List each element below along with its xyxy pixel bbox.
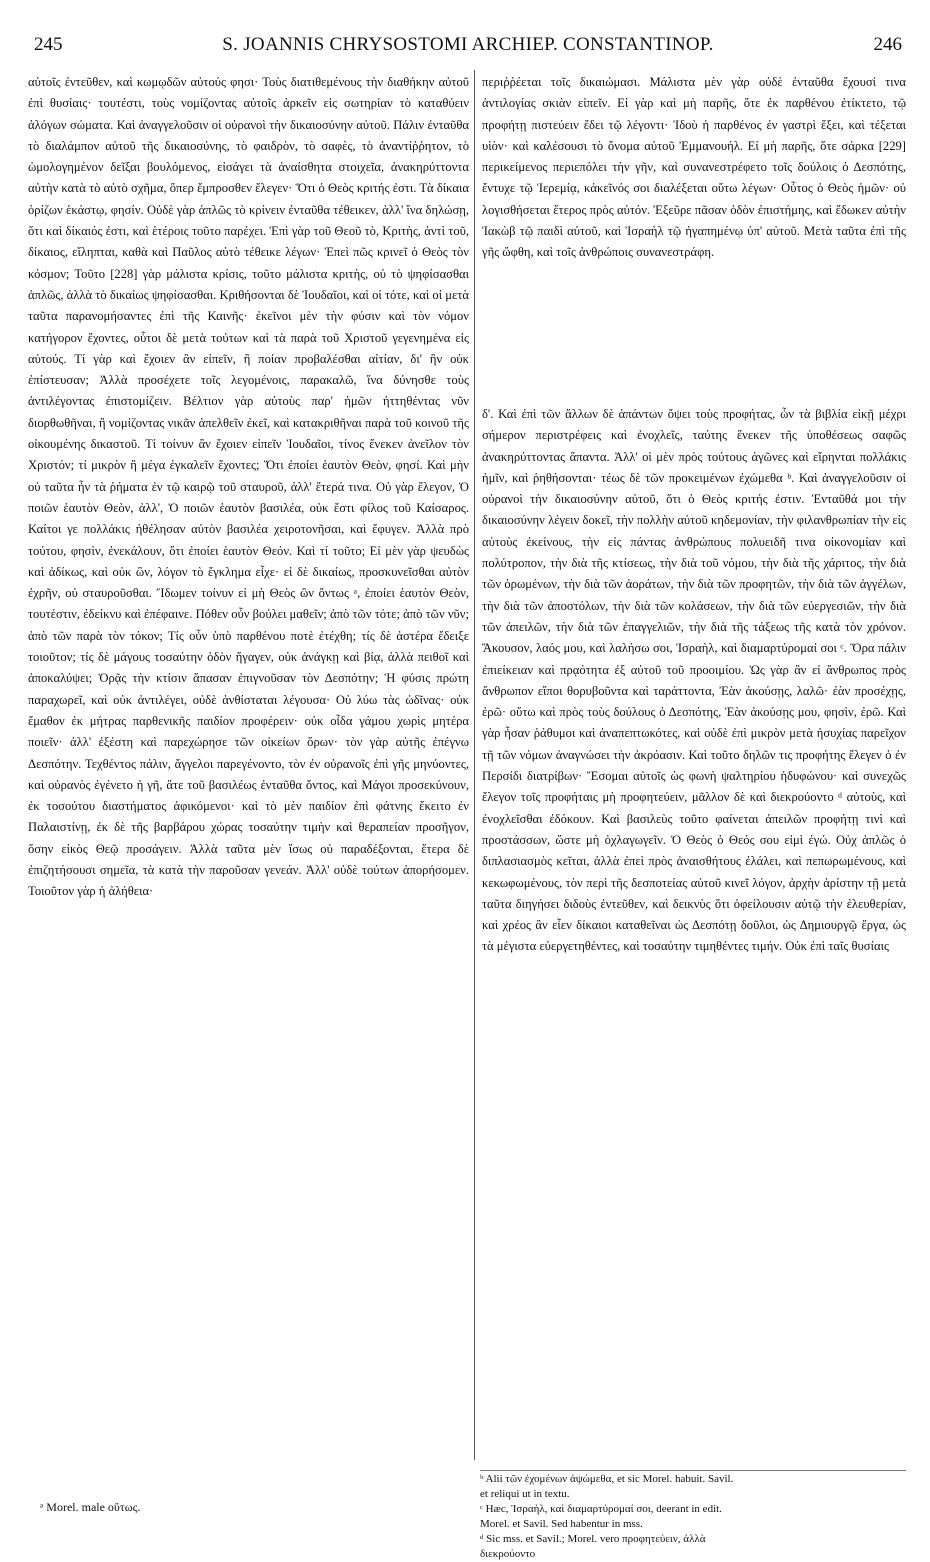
footnote-c-cont: Morel. et Savil. Sed habentur in mss. xyxy=(480,1518,643,1530)
page-header xyxy=(34,34,902,60)
running-title: S. JOANNIS CHRYSOSTOMI ARCHIEP. CONSTANTINOP. xyxy=(222,34,714,55)
footnote-d-cont: διεκρούοντο xyxy=(480,1548,536,1560)
footnote-d: ᵈ Sic mss. et Savil.; Morel. vero προφητεύειν, ἀλλὰ xyxy=(480,1533,706,1545)
footnote-rule xyxy=(480,1470,906,1471)
page-number-left: 245 xyxy=(34,34,63,55)
footnotes-right xyxy=(480,1472,906,1562)
left-column-text: αὐτοῖς ἐντεῦθεν, καὶ κωμῳδῶν αὐτούς φησι· Τοὺς διατιθεμένους τὴν διαθήκην αὐτοῦ ἐπὶ θυσίαις· τουτέστι, τοὺς νομίζοντας αὐτοῖς ἀρκεῖν εἰς σωτηρίαν τὸ καταθύειν ἀλόγων σώματα. Καὶ ἀναγγελοῦσιν οἱ οὐρανοὶ τὴν δικαιοσύνην αὐτοῦ. Πάλιν ἐνταῦθα τὸ διαλάμπον αὐτοῦ τῆς δικαιοσύνης, τὸ φαιδρὸν, τὸ σαφὲς, τὸ ἀναντίῤῥητον, τὸ ὡμολογημένον δεῖξαι βουλόμενος, εἰσάγει τὰ ἀναίσθητα στοιχεῖα, ἀνακηρύττοντα αὐτὴν κατὰ τὸ αὐτὸ σχῆμα, ὅπερ ἔμπροσθεν ἔλεγεν· Ὅτι ὁ Θεὸς κριτής ἐστι. Τὰ δίκαια ὁρίζων ἑκάστῳ, φησίν. Οὐδὲ γὰρ ἁπλῶς τὸ κρίνειν ἐνταῦθα τέθεικεν, ἀλλ' ἵνα δηλώσῃ, ὅτι καὶ δίκαιός ἐστι, καὶ ἑτέροις τοῦτο παρέχει. Ἐπὶ γὰρ τοῦ Θεοῦ τὸ, Κριτὴς, ἀντὶ τοῦ, δίκαιος, εἴληπται, καθὰ καὶ Παῦλος αὐτὸ τέθεικε λέγων· Ἐπεὶ πῶς κρινεῖ ὁ Θεὸς τὸν κόσμον; Τοῦτο [228] γὰρ μάλιστα κρίσις, τοῦτο μάλιστα κριτὴς, οὐ τὸ ψηφίσασθαι ἁπλῶς, ἀλλὰ τὸ δικαίως ψηφίσασθαι. Κριθήσονται δὲ Ἰουδαῖοι, καὶ οἱ τότε, καὶ οἱ μετὰ ταῦτα παρανομήσαντες ἐπὶ τῆς Καινῆς· ἐκεῖνοι μὲν τὴν φύσιν καὶ τὸν νόμον κατήγορον ἔχοντες, οὗτοι δὲ μετὰ τούτων καὶ τὰ παρὰ τοῦ Χριστοῦ γεγενημένα εἰς αὐτούς. Τί γὰρ καὶ ἔχοιεν ἂν εἰπεῖν, ἢ ποίαν προβαλέσθαι αἰτίαν, δι' ἣν οὐκ ἐπίστευσαν; Ἀλλὰ προσέχετε τοῖς λεγομένοις, παρακαλῶ, ἵνα δύνησθε τοὺς ἀντιλέγοντας ἐπιστομίζειν. Βέλτιον γὰρ αὐτοὺς παρ' ἡμῶν ἡττηθέντας νῦν διορθωθῆναι, ἢ νομίζοντας νικᾶν ἀπελθεῖν ἐκεῖ, καὶ κατακριθῆναι παρὰ τοῦ κοινοῦ τῆς οἰκουμένης δικαστοῦ. Τί τοίνυν ἂν ἔχοιεν εἰπεῖν Ἰουδαῖοι, τίνος ἕνεκεν ἀνεῖλον τὸν Χριστόν; τί μικρὸν ἢ μέγα ἐγκαλεῖν ἔχοντες; Ὅτι ἐποίει ἑαυτὸν Θεὸν, φησί. Καὶ μὴν οὐ ταῦτα ἦν τὰ ῥήματα ἐν τῷ καιρῷ τοῦ σταυροῦ, ἀλλ' ἕτερά τινα. Οὐ γὰρ ἔλεγον, Ὁ ποιῶν ἑαυτὸν Θεὸν, ἀλλ', Ὁ ποιῶν ἑαυτὸν βασιλέα, οὐκ ἔστι φίλος τοῦ Καίσαρος. Καίτοι γε πολλάκις ἠθέλησαν αὐτὸν βασιλέα χειροτονῆσαι, καὶ ἔφυγεν. Ἀλλὰ πρὸ τούτου, φησὶν, ἐνεκάλουν, ὅτι ἐποίει ἑαυτὸν Θεόν. Καὶ τί τοῦτο; Εἰ μὲν γὰρ ψευδὼς καὶ ἀδίκως, καὶ οὐκ ὢν, λόγον τὸ ἔγκλημα εἶχε· εἰ δὲ δικαίως, προσκυνεῖσθαι αὐτὸν ἐχρῆν, οὐ σταυροῦσθαι. Ἴδωμεν τοίνυν εἰ μὴ Θεὸς ὢν ὄντως ᵃ, ἐποίει ἑαυτὸν Θεὸν, τουτέστιν, ἐδείκνυ καὶ ἐπέφαινε. Πόθεν οὖν βούλει μαθεῖν; ἀπὸ τῶν τότε; ἀπὸ τῶν νῦν; ἀπὸ τῶν παρὰ τὸν τόκον; Τίς οὖν ὑπὸ παρθένου ποτὲ ἐτέχθη; τίς δὲ ἀστέρα ἔδειξε τοιοῦτον; τίς δὲ μάγους τοσαύτην ὁδὸν ἤγαγεν, οὐκ ἀνάγκῃ καὶ βίᾳ, ἀλλὰ πειθοῖ καὶ ἀποκαλύψει; Ὁρᾷς τὴν κτίσιν ἅπασαν ἐπιγνοῦσαν τὸν Δεσπότην; Ἡ φύσις πρώτη παραχωρεῖ, καὶ οὐκ ἀντιλέγει, οὐδὲ ἀνθίσταται λέγουσα· Οὐ λύω τὰς ὠδῖνας· οὐκ ἔμαθον ἐκ μήτρας παρθενικῆς παιδίον προφέρειν· οὐκ οἶδα γάμου χωρὶς μητέρα ποιεῖν· ἀλλ' ἐξέστη καὶ παρεχώρησε τῶν οἰκείων ὅρων· τὸν γὰρ αὐτῆς ἐπέγνω Δεσπότην. Τεχθέντος πάλιν, ἄγγελοι παρεγένοντο, τὸν ἐν οὐρανοῖς ἐπὶ γῆς μηνύοντες, καὶ οὐρανὸς ἐγένετο ἡ γῆ, ἅτε τοῦ βασιλέως ἐνταῦθα ὄντος, καὶ Μάγοι προσεκύνουν, ἐκ τοσούτου διαστήματος ἀφικόμενοι· καὶ τὸ μὲν παιδίον ἐπὶ φάτνης ἔκειτο ἐν Παλαιστίνῃ, ἐκ δὲ τῆς βαρβάρου χώρας τοσαύτην τιμὴν καὶ θεραπείαν προσῆγον, ὅσην εἰκὸς Θεῷ προσάγειν. Ἀλλὰ ταῦτα μὲν ἴσως οὐ παραδέξονται, ἕτερα δὲ ἐπιζητήσουσι σημεῖα, τὰ κατὰ τὴν παροῦσαν γενεάν. Ἀλλ' οὐδὲ τούτων ἀπορήσομεν. Τοιοῦτον γὰρ ἡ ἀλήθεια· xyxy=(28,75,469,899)
right-column-main-text: δ'. Καὶ ἐπὶ τῶν ἄλλων δὲ ἁπάντων ὄψει τοὺς προφήτας, ὧν τὰ βιβλία εἰκῇ μέχρι σήμερον περιστρέφεις καὶ ἐνοχλεῖς, ταύτης ἕνεκεν τῆς ὑποθέσεως σαφῶς ἀνακηρύττοντας ἅπαντα. Ἀλλ' οἱ μὲν πρὸς τούτους ἀγῶνες καὶ εἴρηνται πολλάκις ἡμῖν, καὶ ῥηθήσονται· τέως δὲ τῶν προκειμένων ἐχώμεθα ᵇ. Καὶ ἀναγγελοῦσιν οἱ οὐρανοὶ τὴν δικαιοσύνην αὐτοῦ, ὅτι ὁ Θεὸς κριτής ἐστιν. Ἐνταῦθά μοι τὴν δικαιοσύνην λέγειν δοκεῖ, τὴν πολλὴν αὐτοῦ κηδεμονίαν, τὴν φιλανθρωπίαν τὴν εἰς αὐτοὺς ἐκείνους, τὴν εἰς πάντας ἀνθρώπους πολυειδῆ τινα οἰκονομίαν καὶ πολύτροπον, τὴν διὰ τῆς κτίσεως, τὴν διὰ τοῦ νόμου, τὴν διὰ τῆς χάριτος, τὴν διὰ τῶν ὁρωμένων, τὴν διὰ τῶν ἀοράτων, τὴν διὰ τῶν προφητῶν, τὴν διὰ τῶν ἀγγέλων, τὴν διὰ τῶν ἀποστόλων, τὴν διὰ τῶν κολάσεων, τὴν διὰ τῶν εὐεργεσιῶν, τὴν διὰ τῶν ἀπειλῶν, τὴν διὰ τῶν ἐπαγγελιῶν, τὴν διὰ τῆς τάξεως τῆς κατὰ τὸν χρόνον. Ἄκουσον, λαός μου, καὶ λαλήσω σοι, Ἰσραὴλ, καὶ διαμαρτύρομαί σοι ᶜ. Ὅρα πάλιν ἐπιείκειαν καὶ πρᾳότητα ἐξ αὐτοῦ τοῦ προοιμίου. Ὡς γὰρ ἂν εἰ ἄνθρωπος πρὸς ἄνθρωπον εἴποι θορυβοῦντα καὶ ταράττοντα, Ἐὰν ἀκούσῃς, λαλῶ· ἐὰν προσέχῃς, ἐρῶ· οὕτω καὶ πρὸς τοὺς δούλους ὁ Δεσπότης, Ἐὰν ἀκούσῃς μου, φησὶν, ἐρῶ. Καὶ γὰρ ἦσαν ῥάθυμοι καὶ ἀναπεπτωκότες, καὶ οὐδὲ ἐπὶ μικρὸν μετὰ ἡσυχίας παρεῖχον τῇ τῶν νόμων ἀναγνώσει τὴν ἀκρόασιν. Καὶ τοῦτο δηλῶν τις προφήτης ἔλεγεν ὁ ἐν Περσίδι διατρίβων· Ἔσομαι αὐτοῖς ὡς φωνὴ ψαλτηρίου ἡδυφώνου· καὶ συνεχῶς ἔλεγον τοῖς προφήταις μὴ προφητεύειν, μᾶλλον δὲ καὶ διεκρούοντο ᵈ αὐτοὺς, καὶ ἐνοχλεῖσθαι ἐδόκουν. Καὶ βασιλεὺς τοῦτο φαίνεται ἀπειλῶν προφήτῃ τινὶ καὶ προστάσσων, ὥστε μὴ ὀχλαγωγεῖν. Ὁ Θεὸς ὁ Θεός σου εἰμὶ ἐγώ. Οὐχ ἁπλῶς ὁ διπλασιασμὸς κεῖται, ἀλλὰ ἐπεὶ πρὸς ἀναισθήτους ἐλάλει, καὶ πεπωρωμένους, καὶ κεκωφωμένους, τὸν περὶ τῆς δεσποτείας αὐτοῦ κινεῖ λόγον, ἀρχὴν ἀρίστην τῇ μετὰ ταῦτα διηγήσει διδοὺς ἐντεῦθεν, καὶ δεικνὺς ὅτι ὀφείλουσιν αὐτῷ τὴν ἐλευθερίαν, καὶ χρέος ἂν εἶεν δίκαιοι καταθεῖναι ὡς Δεσπότῃ δοῦλοι, ὡς Δημιουργῷ ἔργα, ὡς τὰ μέγιστα εὐεργετηθέντες, καὶ τοσαύτην τιμηθέντες τιμήν. Οὐκ ἐπὶ ταῖς θυσίαις xyxy=(482,407,906,954)
right-column-top-text: περιῤῥέεται τοῖς δικαιώμασι. Μάλιστα μὲν γὰρ οὐδὲ ἐνταῦθα ἔχουσί τινα ἀντιλογίας σκιὰν εἰπεῖν. Εἰ γὰρ καὶ μὴ παρῆς, ὅτε ἐκ παρθένου ἐτίκτετο, τῷ προφήτῃ πιστεύειν ἔδει τῷ λέγοντι· Ἰδοὺ ἡ παρθένος ἐν γαστρὶ ἕξει, καὶ τέξεται υἱὸν· καὶ καλέσουσι τὸ ὄνομα αὐτοῦ Ἐμμανουήλ. Εἰ μὴ παρῆς, ὅτε σάρκα [229] περικείμενος περιεπόλει τὴν γῆν, καὶ συνανεστρέφετο τοῖς δούλοις ὁ Δεσπότης, ἔντυχε τῷ Ἱερεμίᾳ, κἀκεῖνός σοι διαλέξεται οὕτω λέγων· Οὗτος ὁ Θεὸς ἡμῶν· οὐ λογισθήσεται ἕτερος πρὸς αὐτόν. Ἐξεῦρε πᾶσαν ὁδὸν ἐπιστήμης, καὶ ἔδωκεν αὐτὴν Ἰακὼβ τῷ παιδὶ αὐτοῦ, καὶ Ἰσραὴλ τῷ ἠγαπημένῳ ὑπ' αὐτοῦ. Μετὰ ταῦτα ἐπὶ τῆς γῆς ὤφθη, καὶ τοῖς ἀνθρώποις συνανεστράφη. xyxy=(482,75,906,260)
footnote-b-cont: et reliqui ut in textu. xyxy=(480,1488,570,1500)
footnote-b: ᵇ Alii τῶν ἐχομένων ἀψώμεθα, et sic Morel. habuit. Savil. xyxy=(480,1473,734,1485)
footnote-c: ᶜ Hæc, Ἰσραὴλ, καὶ διαμαρτύρομαί σοι, deerant in edit. xyxy=(480,1503,722,1515)
page-number-right: 246 xyxy=(873,34,902,55)
footnote-a: ᵃ Morel. male οὕτως. xyxy=(40,1500,141,1514)
column-divider xyxy=(474,70,475,1460)
